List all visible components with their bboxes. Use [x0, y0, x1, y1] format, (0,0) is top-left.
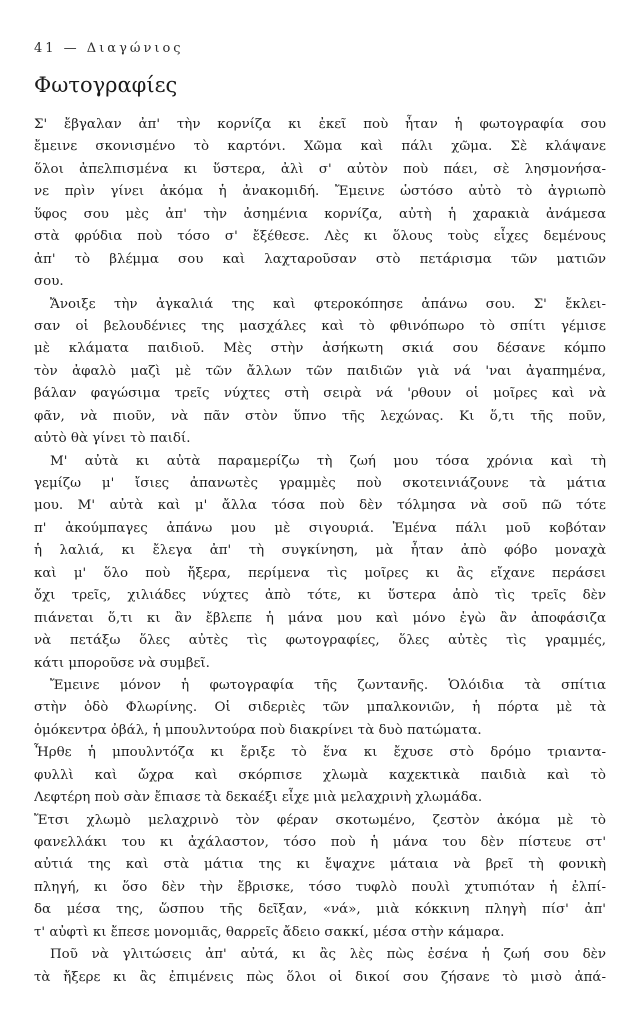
text-line: τὸν ἀφαλὸ μαζὶ μὲ τῶν ἄλλων τῶν παιδιῶν γιὰ νά 'ναι ἀγαπημένα,: [34, 363, 606, 379]
text-line: μου. Μ' αὐτὰ καὶ μ' ἄλλα τόσα ποὺ δὲν τόλμησα νὰ σοῦ πῶ τότε: [34, 498, 606, 514]
text-line: τ' αὐφτὶ κι ἔπεσε μονομιᾶς, θαρρεῖς ἄδειο σακκί, μέσα στὴν κάμαρα.: [34, 924, 505, 940]
running-head: 41 — Διαγώνιος: [34, 41, 184, 56]
text-line: στὰ φρύδια ποὺ τόσο σ' ἔξέθεσε. Λὲς κι ὅλους τοὺς εἶχες δεμένους: [34, 229, 606, 245]
text-line: Λεφτέρη ποὺ σὰν ἔπιασε τὰ δεκαέξι εἶχε μιὰ μελαχρινὴ χλωμάδα.: [34, 790, 483, 806]
text-line: ἡ λαλιά, κι ἔλεγα ἀπ' τὴ συγκίνηση, μὰ ἦταν ἀπὸ φόβο μοναχὰ: [34, 543, 606, 559]
text-line: Σ' ἔβγαλαν ἀπ' τὴν κορνίζα κι ἐκεῖ ποὺ ἦταν ἡ φωτογραφία σου: [34, 117, 606, 132]
text-line: φανελλάκι του κι ἀχάλαστον, τόσο ποὺ ἡ μάνα του δὲν πίστευε στ': [34, 835, 606, 850]
text-line: γεμίζω μ' ἴσιες ἀπανωτὲς γραμμὲς ποὺ σκοτεινιάζουνε τὰ μάτια: [34, 476, 606, 491]
page-title: Φωτογραφίες: [34, 73, 178, 97]
text-line: στὴν ὁδὸ Φλωρίνης. Οἱ σιδεριὲς τῶν μπαλκονιῶν, ἡ πόρτα μὲ τὰ: [34, 700, 606, 716]
text-line: σου.: [34, 274, 64, 290]
text-line: πιάνεται ὅ,τι κι ἂν ἔβλεπε ἡ μάνα μου καὶ μόνο ἐγὼ ἂν ἀποφάσιζα: [34, 610, 606, 626]
text-line: ἔμεινε σκονισμένο τὸ καρτόνι. Χῶμα καὶ πάλι χῶμα. Σὲ κλάψανε: [34, 139, 606, 155]
text-line: ἀπ' τὸ βλέμμα σου καὶ λαχταροῦσαν στὸ πετάρισμα τῶν ματιῶν: [34, 251, 606, 267]
text-line: φᾶν, νὰ πιοῦν, νὰ πᾶν στὸν ὕπνο τῆς λεχώνας. Κι ὅ,τι τῆς ποῦν,: [34, 408, 606, 424]
text-line: δα μέσα της, ὥσπου τῆς δεῖξαν, «νά», μιὰ κόκκινη πληγὴ πίσ' ἀπ': [34, 902, 606, 918]
text-line: ὕφος σου μὲς ἀπ' τὴν ἀσημένια κορνίζα, αὐτὴ ἡ χαρακιὰ ἀνάμεσα: [34, 206, 606, 222]
text-line: Μ' αὐτὰ κι αὐτὰ παραμερίζω τὴ ζωή μου τόσα χρόνια καὶ τὴ: [50, 453, 606, 469]
text-line: πληγή, κι ὅσο δὲν τὴν ἔβρισκε, τόσο τυφλὸ πουλὶ χτυπιόταν ἡ ἐλπί-: [34, 879, 606, 895]
text-line: νε πρὶν γίνει ἀκόμα ἡ ἀνακομιδή. Ἔμεινε ὡστόσο αὐτὸ τὸ ἀγριωπὸ: [34, 184, 606, 200]
text-line: φυλλὶ καὶ ὤχρα καὶ σκόρπισε χλωμὰ καχεκτικὰ παιδιὰ καὶ τὸ: [34, 767, 606, 783]
text-line: Ἄνοιξε τὴν ἀγκαλιά της καὶ φτεροκόπησε ἀπάνω σου. Σ' ἔκλει-: [50, 296, 606, 312]
text-line: αὐτιά της καὶ στὰ μάτια της κι ἔψαχνε μάταια νὰ βρεῖ τὴ φονικὴ: [34, 857, 606, 873]
text-line: σαν οἱ βελουδένιες της μασχάλες καὶ τὸ φθινόπωρο τὸ σπίτι γέμισε: [34, 318, 606, 334]
text-line: Ἦρθε ἡ μπουλντόζα κι ἔριξε τὸ ἕνα κι ἔχυσε στὸ δρόμο τριαντα-: [34, 745, 606, 761]
book-page: [34, 40, 606, 989]
text-line: π' ἀκούμπαγες ἀπάνω μου μὲ σιγουριά. Ἐμένα πάλι μοῦ κοβόταν: [34, 520, 606, 536]
text-line: βάλαν φαγώσιμα τρεῖς νύχτες στὴ σειρὰ νά 'ρθουν οἱ μοῖρες καὶ νὰ: [34, 386, 606, 402]
text-line: Ἔμεινε μόνον ἡ φωτογραφία τῆς ζωντανῆς. Ὁλόιδια τὰ σπίτια: [50, 677, 606, 693]
text-line: αὐτὸ θὰ γίνει τὸ παιδί.: [34, 431, 191, 447]
text-line: Ποῦ νὰ γλιτώσεις ἀπ' αὐτά, κι ἂς λὲς πὼς ἐσένα ἡ ζωή σου δὲν: [50, 947, 606, 963]
text-line: ὁμόκεντρα ὀβάλ, ἡ μπουλντούρα ποὺ διακρίνει τὰ δυὸ πατώματα.: [34, 722, 482, 738]
text-line: τὰ ἤξερε κι ἂς ἐπιμένεις πὼς ὅλοι οἱ δικοί σου ζήσανε τὸ μισὸ ἀπά-: [34, 969, 606, 985]
text-line: νὰ πετάξω ὅλες αὐτὲς τὶς φωτογραφίες, ὅλες αὐτὲς τὶς γραμμές,: [34, 633, 606, 649]
body-text: [34, 114, 606, 989]
text-line: Ἔτσι χλωμὸ μελαχρινὸ τὸν φέραν σκοτωμένο, ζεστὸν ἀκόμα μὲ τὸ: [34, 812, 606, 828]
text-line: καὶ μ' ὅλο ποὺ ἤξερα, περίμενα τὶς μοῖρες κι ἂς εἴχανε περάσει: [34, 565, 606, 581]
text-line: ὅλοι ἀπελπισμένα κι ὕστερα, ἀλὶ σ' αὐτὸν ποὺ πάει, σὲ λησμονήσα-: [34, 161, 606, 177]
text-line: μὲ κλάματα παιδιοῦ. Μὲς στὴν ἀσήκωτη σκιά σου δέσανε κόμπο: [34, 341, 606, 357]
text-line: κάτι μποροῦσε νὰ συμβεῖ.: [34, 655, 210, 671]
text-line: ὄχι τρεῖς, χιλιάδες νύχτες ἀπὸ τότε, κι ὕστερα ἀπὸ τὶς τρεῖς δὲν: [34, 588, 606, 604]
